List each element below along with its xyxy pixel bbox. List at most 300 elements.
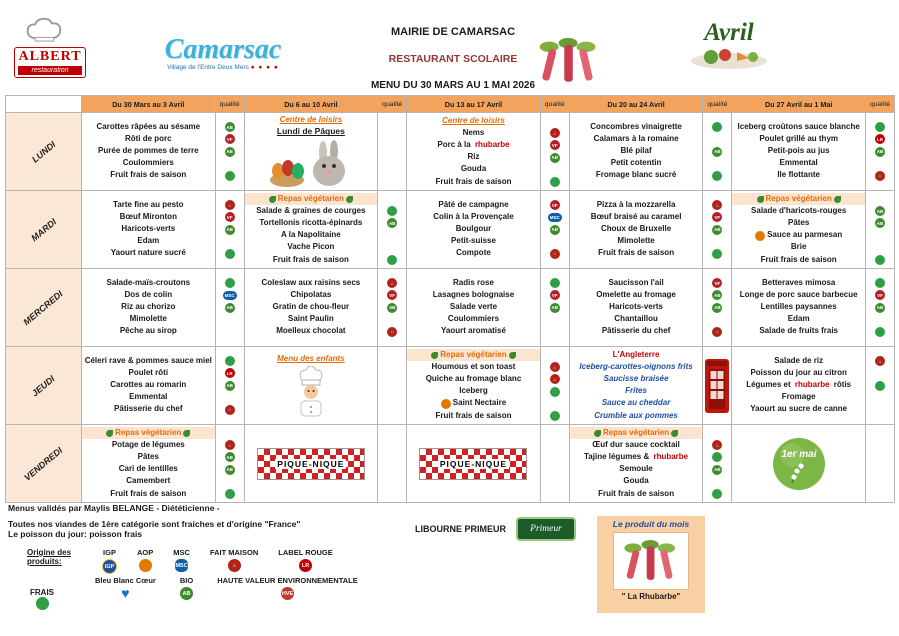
legend-label: IGP — [103, 548, 116, 557]
quality-slot — [225, 133, 235, 145]
product-of-the-month-label: Le produit du mois — [612, 519, 690, 529]
menu-item-text: Calamars à la romaine — [593, 133, 679, 143]
picnic-image-wrap — [408, 448, 539, 480]
hve-icon: HVE — [281, 587, 294, 600]
menu-item — [83, 355, 214, 367]
menu-item-text: Betteraves mimosa — [761, 277, 836, 287]
menu-item — [732, 193, 865, 205]
quality-slot — [712, 199, 722, 211]
quality-cell — [866, 425, 895, 503]
menu-item-text: Colin à la Provençale — [433, 211, 514, 221]
menu-item-text: Œuf dur sauce cocktail — [592, 439, 680, 449]
menu-item — [246, 126, 377, 138]
menu-item — [733, 326, 864, 338]
frais-icon — [712, 249, 722, 259]
menu-item-text: Poulet rôti — [128, 367, 169, 377]
easter-image-wrap — [246, 139, 377, 189]
frais-icon — [875, 278, 885, 288]
quality-slot — [550, 277, 560, 289]
menu-cell — [570, 113, 704, 191]
menu-item-text: Petit-pois au jus — [767, 146, 830, 156]
menu-item-text: Saucisson l'ail — [608, 277, 664, 287]
menu-item — [83, 314, 214, 326]
menu-item-text: Omelette au fromage — [596, 289, 676, 299]
menu-item — [245, 193, 378, 205]
frais-icon — [550, 177, 560, 187]
menu-item — [571, 464, 702, 476]
menu-item — [571, 373, 702, 385]
leaf-icon — [269, 196, 276, 203]
menu-item-text: Concombres vinaigrette — [590, 121, 682, 131]
quality-slot — [712, 451, 722, 463]
menu-item-text: Saucisse braisée — [603, 374, 669, 383]
menu-item-text: Vache Picon — [287, 242, 335, 252]
legend-item — [278, 548, 332, 574]
menu-item-text: Fruit frais de saison — [272, 254, 349, 264]
menu-item-text: Petit-suisse — [451, 236, 496, 246]
menu-item — [83, 236, 214, 248]
menu-item-text: Riz — [467, 152, 480, 162]
day-cell — [6, 269, 82, 347]
frais-icon — [875, 255, 885, 265]
easter-bunny-image — [267, 139, 355, 189]
menu-item-text: Coulommiers — [122, 158, 174, 168]
legend-frais — [30, 588, 54, 612]
label-rouge-icon: LR — [299, 559, 312, 572]
menu-item — [83, 170, 214, 182]
london-phone-booth-image — [704, 357, 730, 415]
menu-item — [408, 115, 539, 127]
menu-item — [733, 367, 864, 379]
menu-cell — [82, 113, 216, 191]
quality-slot — [875, 289, 885, 301]
quality-slot — [712, 277, 722, 289]
menu-item — [408, 326, 539, 338]
camarsac-logo — [138, 34, 308, 71]
bio-icon: AB — [875, 147, 885, 157]
legend-item — [173, 548, 190, 574]
quality-slot — [225, 355, 235, 367]
aop-icon — [139, 559, 152, 572]
menu-item — [83, 289, 214, 301]
frais-icon — [875, 122, 885, 132]
frais-icon — [550, 278, 560, 288]
quality-cell — [541, 347, 570, 425]
menu-item — [571, 277, 702, 289]
day-label: MERCREDI — [21, 288, 66, 327]
menu-cell — [245, 113, 379, 191]
menu-item — [571, 439, 702, 451]
menu-item-text: Lundi de Pâques — [276, 126, 345, 137]
menu-item — [733, 379, 864, 391]
frais-icon — [387, 206, 397, 216]
day-cell — [6, 425, 82, 503]
quality-slot — [875, 121, 885, 133]
quality-header: qualité — [541, 96, 570, 113]
menu-item — [82, 427, 215, 439]
menu-item — [733, 301, 864, 313]
picnic-image-wrap — [246, 448, 377, 480]
supplier-name: LIBOURNE PRIMEUR — [415, 524, 507, 534]
page-subtitle: RESTAURANT SCOLAIRE — [388, 53, 518, 65]
menu-item — [408, 386, 539, 398]
fait-maison-icon: ⌂ — [550, 362, 560, 372]
menu-item-text: Pâtisserie du chef — [601, 326, 671, 336]
pique-nique-label: PIQUE-NIQUE — [439, 459, 508, 469]
menu-item-text: Poulet grillé au thym — [759, 133, 839, 143]
meat-origin-note: Toutes nos viandes de 1ère catégorie sont fraiches et d'origine "France" — [8, 519, 301, 529]
albert-logo-text: ALBERT — [18, 49, 82, 64]
bio-icon: AB — [550, 153, 560, 163]
quality-slot — [875, 133, 885, 145]
camarsac-logo-text: Camarsac — [164, 34, 282, 65]
menu-item-text: rhubarbe — [653, 452, 689, 461]
camarsac-dots: ● ● ● ● — [250, 64, 279, 71]
label-rouge-icon: LR — [875, 134, 885, 144]
menu-cell — [82, 191, 216, 269]
veg-label: Repas végétarien — [440, 349, 507, 359]
menu-item — [571, 145, 702, 157]
menu-item — [733, 355, 864, 367]
menu-item-text: Quiche au fromage blanc — [425, 374, 522, 383]
fait-maison-icon: ⌂ — [228, 559, 241, 572]
quality-slot — [712, 326, 722, 338]
quality-slot — [387, 301, 397, 313]
fait-maison-icon: ⌂ — [712, 327, 722, 337]
quality-slot — [712, 223, 722, 235]
menu-item — [571, 223, 702, 235]
bio-icon: AB — [875, 218, 885, 228]
menu-item-text: Céleri rave & pommes sauce miel — [84, 355, 212, 365]
quality-cell — [378, 191, 407, 269]
quality-slot — [223, 289, 237, 301]
menu-cell — [245, 425, 379, 503]
menu-item-text: rôtis — [831, 380, 852, 390]
menu-cell — [570, 191, 704, 269]
menu-item-text: Edam — [137, 236, 160, 246]
menu-cell — [82, 269, 216, 347]
quality-slot — [550, 176, 560, 188]
menu-item — [733, 133, 864, 145]
quality-cell — [378, 425, 407, 503]
bio-icon: AB — [225, 147, 235, 157]
menu-item — [571, 314, 702, 326]
svg-text:1er mai: 1er mai — [781, 449, 817, 460]
frais-icon — [712, 171, 722, 181]
menu-item — [83, 145, 214, 157]
menu-item — [571, 236, 702, 248]
menu-table — [5, 95, 895, 503]
menu-item-text: Edam — [787, 314, 810, 324]
menu-item — [83, 301, 214, 313]
legend-frais-label: FRAIS — [30, 588, 54, 597]
menu-item — [246, 326, 377, 338]
menu-item-text: Chantaillou — [614, 314, 658, 324]
menu-item — [408, 410, 539, 422]
menu-item — [246, 217, 377, 229]
frais-icon — [225, 489, 235, 499]
rhubarb-decoration — [536, 36, 602, 91]
leaf-icon — [757, 196, 764, 203]
day-label: MARDI — [28, 216, 59, 243]
menu-cell — [570, 269, 704, 347]
fait-maison-icon: ⌂ — [225, 200, 235, 210]
menu-cell — [407, 269, 541, 347]
menu-item-text: Potage de légumes — [111, 439, 185, 449]
menu-item — [571, 451, 702, 463]
menu-item — [246, 205, 377, 217]
menu-item — [571, 289, 702, 301]
menu-item-text: Salade d'haricots-rouges — [751, 205, 847, 215]
rhubarb-photo — [613, 532, 689, 590]
leaf-icon — [509, 352, 516, 359]
quality-slot — [387, 289, 397, 301]
viande-france-icon: VF — [550, 200, 560, 210]
menu-item — [83, 488, 214, 500]
frais-icon — [225, 249, 235, 259]
menu-item — [571, 398, 702, 410]
product-of-the-month-name: " La Rhubarbe" — [621, 592, 681, 601]
menu-item — [571, 349, 702, 361]
menu-item — [246, 242, 377, 254]
menu-cell — [407, 425, 541, 503]
bio-icon: AB — [225, 381, 235, 391]
albert-restauration-logo — [8, 16, 92, 78]
quality-slot — [387, 217, 397, 229]
menu-item — [733, 277, 864, 289]
quality-slot — [225, 301, 235, 313]
fait-maison-icon: ⌂ — [225, 440, 235, 450]
menu-item-text: Choux de Bruxelle — [600, 224, 672, 234]
quality-cell — [866, 191, 895, 269]
quality-slot — [225, 367, 235, 379]
menu-cell — [570, 347, 704, 425]
frais-icon — [712, 122, 722, 132]
menu-cell — [245, 347, 379, 425]
pique-nique-banner — [419, 448, 527, 480]
albert-logo-subtext: restauration — [18, 66, 81, 75]
fait-maison-icon: ⌂ — [550, 128, 560, 138]
menu-item-text: Purée de pommes de terre — [98, 146, 199, 156]
menu-item — [83, 158, 214, 170]
legend-label: Bleu Blanc Cœur — [95, 576, 156, 585]
msc-icon: MSC — [175, 559, 188, 572]
menu-item-text: Menu des enfants — [277, 353, 345, 363]
legend-item — [210, 548, 258, 574]
menu-item — [571, 121, 702, 133]
menu-item-text: Salade & graines de courges — [256, 205, 366, 215]
menu-item — [571, 133, 702, 145]
veg-label: Repas végétarien — [115, 427, 182, 437]
menu-item — [570, 427, 703, 439]
frais-icon — [225, 278, 235, 288]
menu-item — [733, 205, 864, 217]
day-label: LUNDI — [29, 138, 58, 165]
menu-item — [83, 439, 214, 451]
menu-item-text: Fruit frais de saison — [435, 176, 512, 186]
msc-icon: MSC — [549, 214, 560, 220]
quality-slot — [550, 152, 560, 164]
menu-item-text: Tortellonis ricotta-épinards — [259, 218, 363, 227]
quality-slot — [875, 355, 885, 367]
legend-label: MSC — [173, 548, 190, 557]
menu-item — [733, 230, 864, 242]
menu-item — [733, 289, 864, 301]
bio-icon: AB — [180, 587, 193, 600]
menu-item — [571, 326, 702, 338]
menu-item-text: Sauce au parmesan — [767, 230, 843, 240]
quality-slot — [225, 145, 235, 157]
menu-item — [246, 301, 377, 313]
menu-cell — [82, 425, 216, 503]
menu-item-text: Emmental — [779, 158, 818, 168]
fait-maison-icon: ⌂ — [875, 356, 885, 366]
menu-item-text: Dos de colin — [124, 289, 173, 299]
bio-icon: AB — [875, 303, 885, 313]
menu-item-text: Fromage blanc sucré — [595, 170, 677, 180]
menu-item — [571, 476, 702, 488]
menu-item — [408, 301, 539, 313]
leaf-icon — [594, 430, 601, 437]
viande-france-icon: VF — [550, 290, 560, 300]
quality-cell — [378, 113, 407, 191]
legend-item — [137, 548, 153, 574]
menu-cell — [732, 113, 866, 191]
product-of-the-month-box — [597, 516, 705, 613]
menu-item — [408, 361, 539, 373]
bio-icon: AB — [550, 303, 560, 313]
menu-item-text: Nems — [462, 127, 485, 137]
menu-item — [408, 152, 539, 164]
menu-item-text: Pâtes — [787, 218, 810, 227]
menu-item — [83, 476, 214, 488]
menu-item-text: Haricots-verts — [121, 224, 176, 234]
week-header: Du 13 au 17 Avril — [407, 96, 541, 113]
menu-item — [408, 289, 539, 301]
menu-item-text: Riz au chorizo — [121, 302, 176, 312]
menu-item — [407, 349, 540, 361]
menu-item-text: Salade de fruits frais — [759, 326, 839, 336]
menu-item-text: Carottes au romarin — [110, 380, 187, 390]
menu-item-text: Poisson du jour au citron — [750, 367, 847, 377]
bio-icon: AB — [225, 465, 235, 475]
menu-item — [83, 404, 214, 416]
menu-item — [83, 464, 214, 476]
legend-label: BIO — [179, 576, 194, 585]
legend-label: LABEL ROUGE — [278, 548, 333, 557]
quality-slot — [225, 170, 235, 182]
menu-item-text: Chipolatas — [290, 289, 332, 299]
menu-item — [246, 314, 377, 326]
menu-item-text: Salade-maïs-croutons — [106, 277, 191, 287]
menu-item-text: Houmous et son toast — [431, 361, 516, 371]
quality-cell — [541, 269, 570, 347]
quality-slot — [712, 145, 722, 157]
menu-item — [571, 410, 702, 422]
frais-icon — [387, 255, 397, 265]
leaf-icon — [183, 430, 190, 437]
bleu-blanc-coeur-icon: ♥ — [121, 585, 130, 601]
bio-icon: AB — [550, 225, 560, 235]
day-label: VENDREDI — [22, 444, 65, 483]
frais-icon — [875, 381, 885, 391]
quality-slot — [875, 145, 885, 157]
menu-item — [571, 361, 702, 373]
fait-maison-icon: ⌂ — [712, 440, 722, 450]
fait-maison-icon: ⌂ — [875, 171, 885, 181]
msc-icon: MSC — [224, 292, 235, 298]
quality-slot — [550, 127, 560, 139]
menu-cell — [82, 347, 216, 425]
menu-item — [83, 223, 214, 235]
menu-item — [571, 199, 702, 211]
menu-item-text: Salade verte — [449, 302, 498, 312]
menu-item — [83, 392, 214, 404]
week-header: Du 30 Mars au 3 Avril — [82, 96, 216, 113]
quality-cell — [541, 113, 570, 191]
menu-item-text: Porc à la — [437, 140, 473, 149]
igp-icon: IGP — [102, 559, 117, 574]
quality-slot — [387, 205, 397, 217]
menu-item — [408, 236, 539, 248]
menu-item — [83, 379, 214, 391]
legend-item — [180, 576, 193, 600]
menu-item-text: Frites — [625, 386, 647, 396]
legend-label: HAUTE VALEUR ENVIRONNEMENTALE — [217, 576, 358, 585]
bio-icon: AB — [225, 225, 235, 235]
quality-slot — [712, 211, 722, 223]
menu-cell — [245, 191, 379, 269]
menu-item — [571, 211, 702, 223]
primeur-logo: Primeur — [516, 517, 576, 541]
menu-cell — [732, 347, 866, 425]
quality-slot — [875, 301, 885, 313]
quality-cell — [866, 347, 895, 425]
menu-item — [733, 145, 864, 157]
leaf-icon — [431, 352, 438, 359]
quality-slot — [712, 464, 722, 476]
quality-header: qualité — [866, 96, 895, 113]
menu-item-text: Bœuf braisé au caramel — [590, 211, 682, 221]
quality-cell — [703, 113, 732, 191]
quality-cell — [378, 269, 407, 347]
quality-cell — [216, 113, 245, 191]
menu-item — [83, 326, 214, 338]
menu-item-text: Lentilles paysannes — [760, 302, 837, 312]
frais-icon — [875, 327, 885, 337]
pique-nique-label: PIQUE-NIQUE — [277, 459, 345, 469]
menu-item-text: Fruit frais de saison — [110, 488, 187, 498]
menu-item — [571, 301, 702, 313]
premier-mai-image — [772, 437, 826, 491]
menu-item — [408, 223, 539, 235]
viande-france-icon: VF — [550, 140, 560, 150]
menu-item — [408, 314, 539, 326]
menu-item — [408, 176, 539, 188]
quality-slot — [550, 410, 560, 422]
menu-item — [83, 133, 214, 145]
menu-item-text: Coleslaw aux raisins secs — [261, 277, 361, 287]
menu-item-text: Pêche au sirop — [119, 326, 177, 336]
legend-item — [95, 576, 156, 600]
viande-france-icon: VF — [875, 290, 885, 300]
quality-slot — [875, 379, 885, 391]
page-title: MAIRIE DE CAMARSAC — [390, 26, 516, 38]
menu-item-text: Tarte fine au pesto — [113, 199, 184, 209]
bio-icon: AB — [875, 206, 885, 216]
menu-item-text: Radis rose — [453, 277, 494, 287]
quality-slot — [875, 277, 885, 289]
